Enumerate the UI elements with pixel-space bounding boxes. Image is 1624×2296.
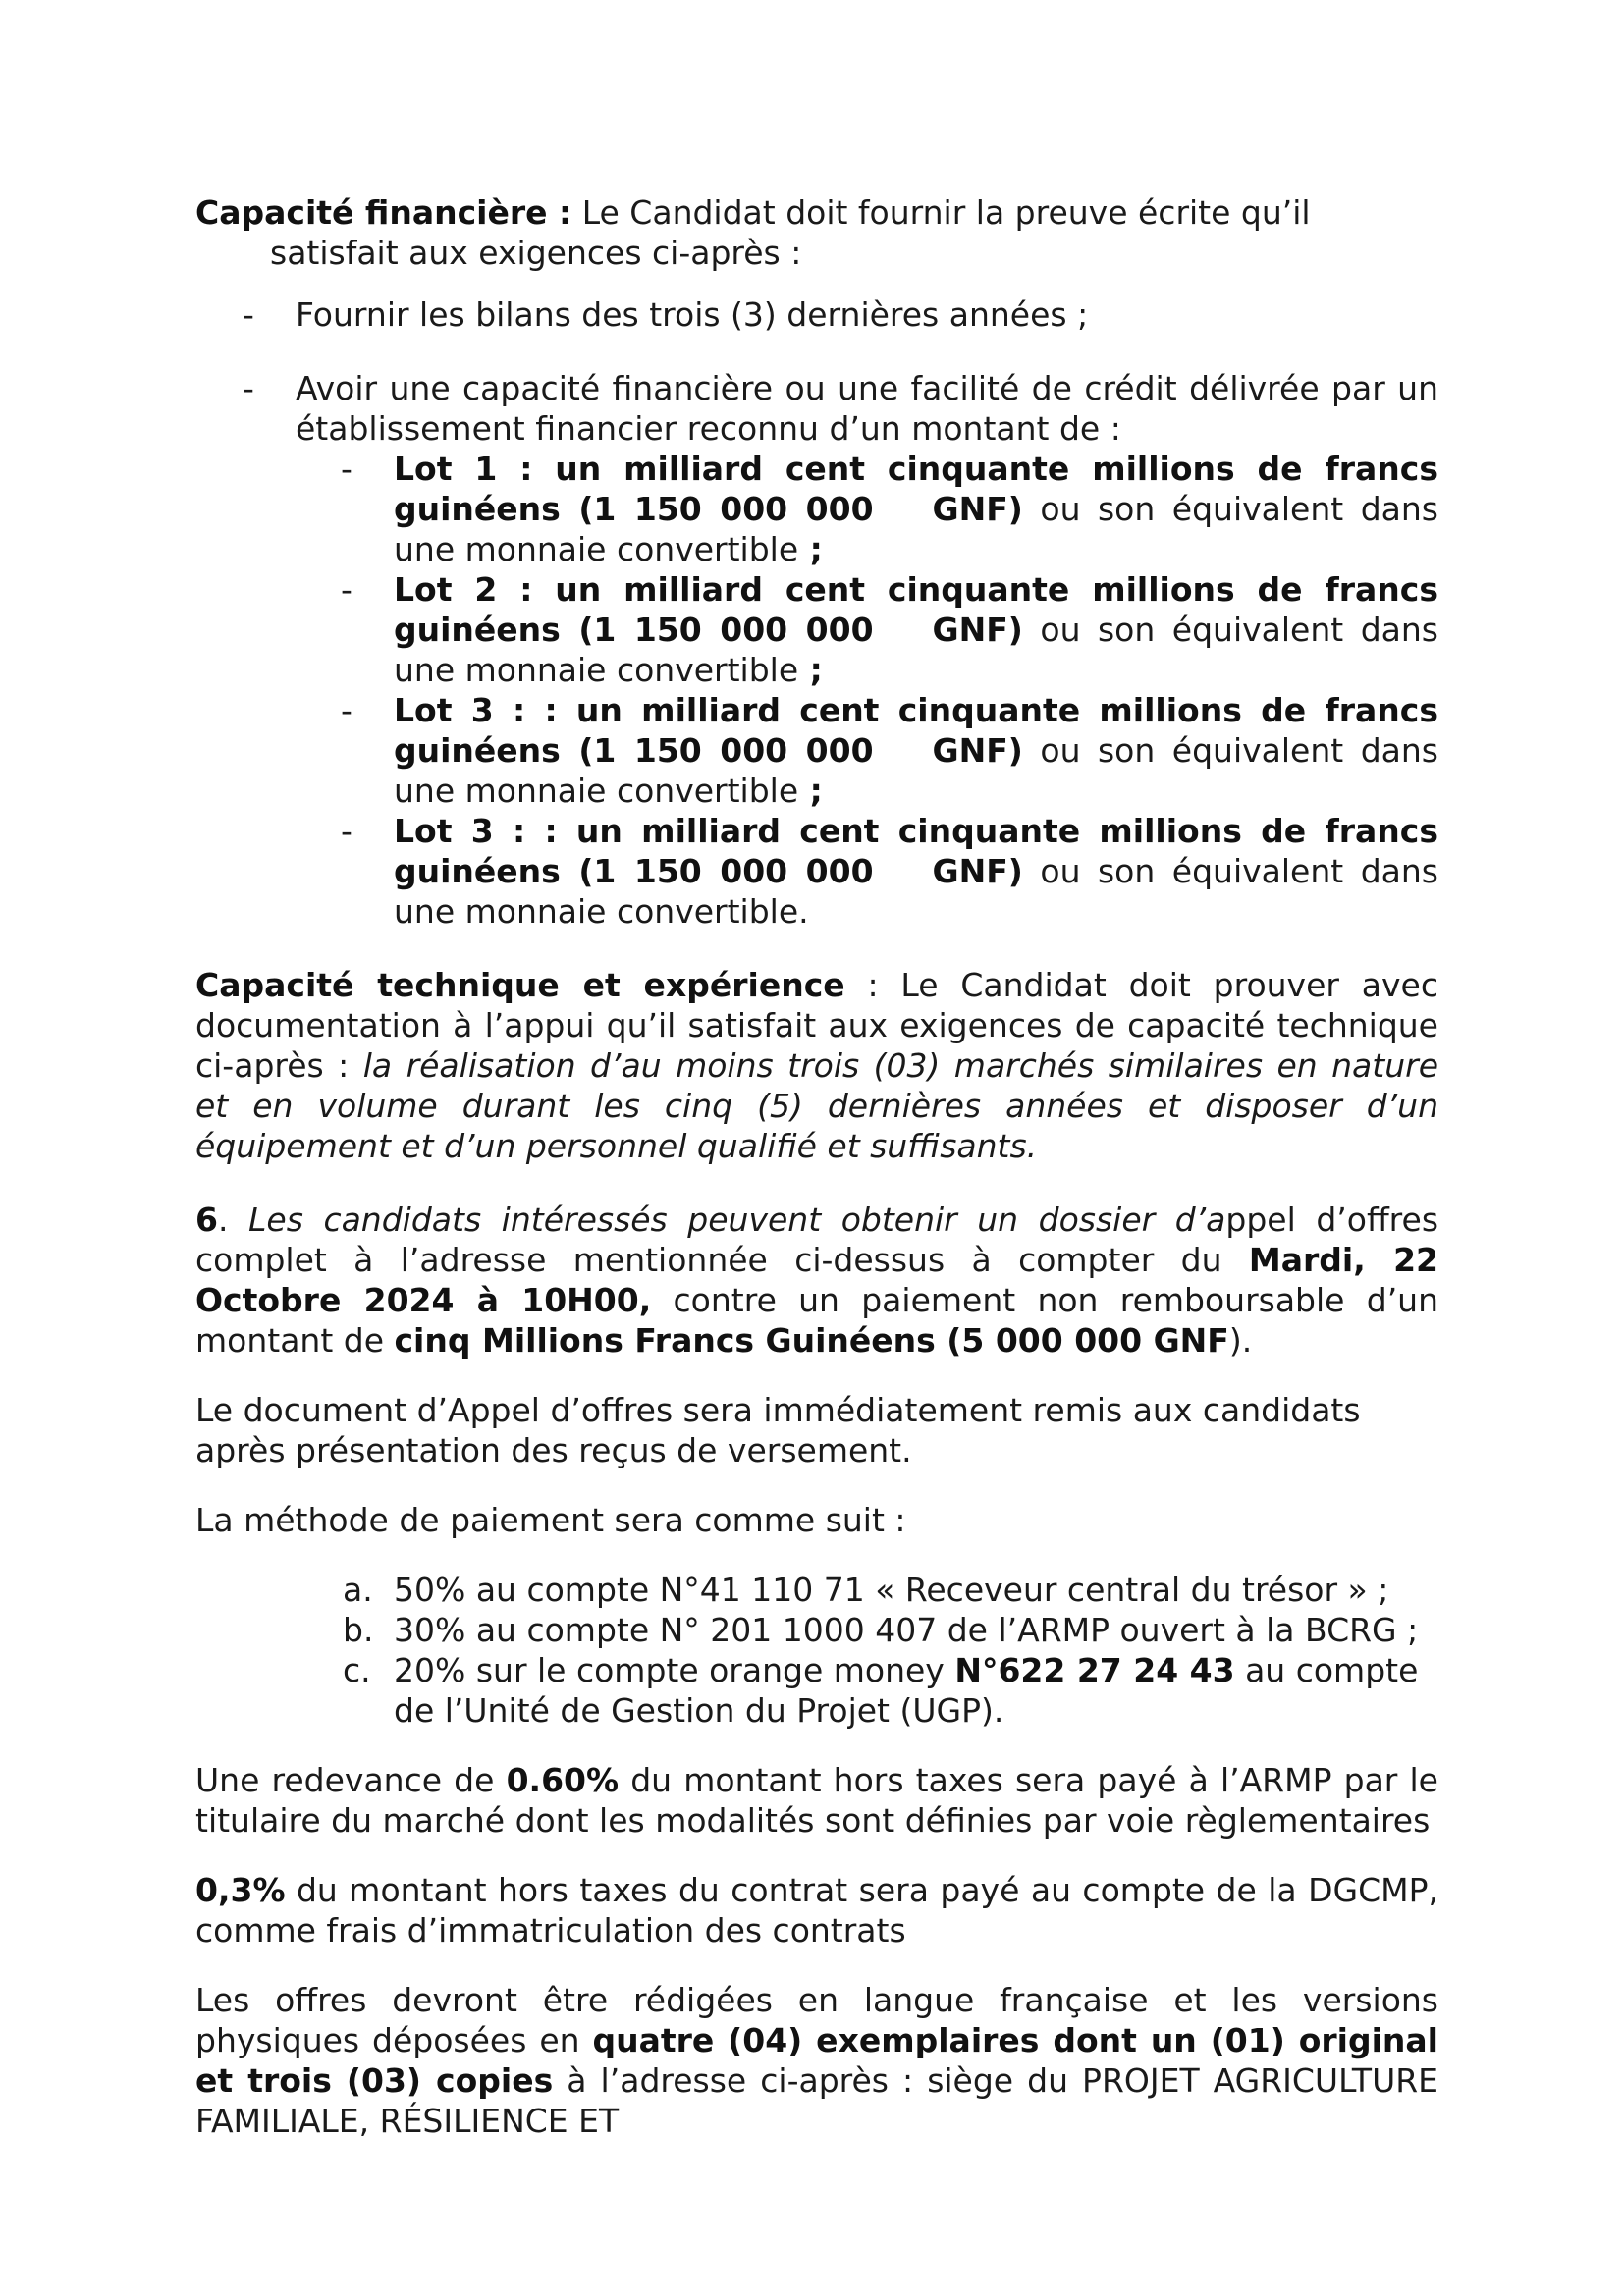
lot-item [195,449,1438,569]
lot-end: ; [798,651,823,689]
lot-text: ou son équivalent dans une monnaie convertible [394,490,1438,568]
offers-text: à l’adresse ci-après : siège du PROJET AGRICULTURE FAMILIALE, RÉSILIENCE ET [195,2061,1439,2140]
lot-item [195,690,1438,811]
redevance-text: Une redevance de [195,1761,507,1799]
lot-currency: GNF) [932,852,1023,890]
section-number: 6 [195,1201,218,1239]
start-date: Mardi, 22 Octobre 2024 à 10H00, [195,1241,1438,1319]
list-item [195,1610,1438,1650]
offers-text: Les offres devront être rédigées en langue française et les versions physiques déposées en [195,1981,1438,2059]
list-item [195,1650,1438,1731]
dash-bullet: - [341,812,352,850]
dash-bullet: - [243,369,254,407]
balance-sheets-item: Fournir les bilans des trois (3) dernières années ; [296,295,1089,334]
lot-amount: Lot 3 : : un milliard cent cinquante millions de francs guinéens (1 150 000 000 [394,691,1438,770]
copies-count: quatre (04) exemplaires dont un (01) original et trois (03) copies [195,2021,1438,2100]
financial-capacity-intro: Le Candidat doit fournir la preuve écrite qu’il satisfait aux exigences ci-après : [270,193,1311,272]
orange-money-number: N°622 27 24 43 [954,1651,1235,1689]
lot-end: ; [798,772,823,810]
lot-end: ; [798,530,823,568]
redevance-paragraph [195,1760,1438,1841]
offers-paragraph [195,1980,1438,2141]
lot-amount: Lot 2 : un milliard cent cinquante millions de francs guinéens (1 150 000 000 [394,570,1438,649]
document-page [195,192,1438,2141]
technical-capacity-requirements: la réalisation d’au moins trois (03) marchés similaires en nature et en volume durant les cinq (5) dernières années et disposer d’un équipement et d’un personnel qualifié et suffisants. [195,1046,1438,1165]
document-delivery-paragraph: Le document d’Appel d’offres sera immédiatement remis aux candidats après présentation des reçus de versement. [195,1391,1361,1469]
lot-amount: Lot 1 : un milliard cent cinquante millions de francs guinéens (1 150 000 000 [394,450,1438,528]
lot-item [195,811,1438,932]
redevance-text: du montant hors taxes sera payé à l’ARMP par le titulaire du marché dont les modalités sont définies par voie règlementaires [195,1761,1438,1840]
lot-amount: Lot 3 : : un milliard cent cinquante millions de francs guinéens (1 150 000 000 [394,812,1438,890]
technical-capacity-intro: : Le Candidat doit prouver avec documentation à l’appui qu’il satisfait aux exigences de capacité technique ci-après : [195,966,1438,1085]
fee-amount: cinq Millions Francs Guinéens (5 000 000 GNF [394,1321,1229,1360]
list-item [195,294,1438,335]
dgcmp-rate: 0,3% [195,1871,286,1909]
list-marker: b. [343,1611,374,1649]
dgcmp-text: du montant hors taxes du contrat sera payé au compte de la DGCMP, comme frais d’immatriculation des contrats [195,1871,1438,1949]
credit-facility-item: Avoir une capacité financière ou une facilité de crédit délivrée par un établissement financier reconnu d’un montant de : [296,369,1438,448]
dash-bullet: - [341,450,352,488]
lot-text: ou son équivalent dans une monnaie convertible [394,731,1438,810]
dash-bullet: - [341,570,352,609]
lot-currency: GNF) [932,731,1023,770]
section-6-italic: Les candidats intéressés peuvent obtenir un dossier d’a [248,1201,1226,1239]
financial-capacity-paragraph [195,192,1438,273]
payment-item-text: 30% au compte N° 201 1000 407 de l’ARMP ouvert à la BCRG ; [394,1611,1419,1649]
list-marker: c. [343,1651,371,1689]
lot-text: ou son équivalent dans une monnaie convertible. [394,852,1438,931]
dash-bullet: - [341,691,352,729]
technical-capacity-title: Capacité technique et expérience [195,966,845,1004]
payment-method-intro: La méthode de paiement sera comme suit : [195,1501,906,1539]
redevance-rate: 0.60% [506,1761,620,1799]
dash-bullet: - [243,295,254,334]
section-6-text: contre un paiement non remboursable d’un montant de [195,1281,1439,1360]
dgcmp-paragraph [195,1870,1438,1950]
section-number-dot: . [217,1201,249,1239]
lot-currency: GNF) [932,611,1023,649]
list-item [195,368,1438,449]
section-6-text: ). [1228,1321,1253,1360]
payment-item-text: au compte de l’Unité de Gestion du Projet (UGP). [394,1651,1419,1730]
lot-currency: GNF) [932,490,1023,528]
technical-capacity-paragraph [195,965,1438,1166]
financial-capacity-title: Capacité financière : [195,193,572,232]
list-marker: a. [343,1571,373,1609]
section-6-text: ppel d’offres complet à l’adresse mentionnée ci-dessus à compter du [195,1201,1439,1279]
lot-item [195,569,1438,690]
payment-item-text: 20% sur le compte orange money [394,1651,955,1689]
lot-text: ou son équivalent dans une monnaie convertible [394,611,1438,689]
list-item [195,1570,1438,1610]
payment-item-text: 50% au compte N°41 110 71 « Receveur central du trésor » ; [394,1571,1389,1609]
section-6-paragraph [195,1200,1438,1361]
